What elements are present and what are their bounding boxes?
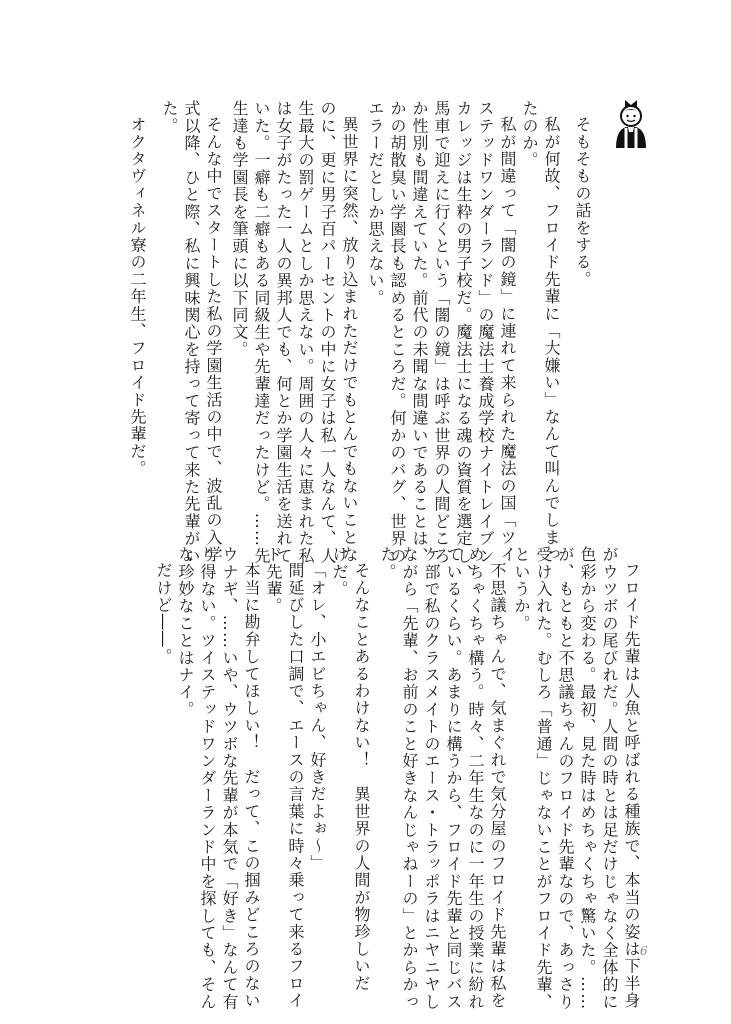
- text-line: 式以降、ひと際、私に興味関心を持って寄って来た先輩がい: [182, 100, 201, 565]
- text-line: そんな中でスタートした私の学園生活の中で、波乱の入学: [204, 116, 223, 564]
- text-line: めちゃくちゃ構う。時々、二年生なのに一年生の授業に紛れ: [466, 546, 485, 1011]
- text-line: だけど――。: [154, 562, 173, 666]
- text-line: というか。: [512, 546, 531, 632]
- text-line: 受け入れた。むしろ「普通」じゃないことがフロイド先輩、: [534, 546, 553, 1011]
- text-line: フロイド先輩は人魚と呼ばれる種族で、本当の姿は下半身: [622, 562, 641, 1010]
- text-line: エラーだとしか思えない。: [366, 100, 385, 307]
- text-line: り得ない。ツイステッドワンダーランド中を探しても、そん: [198, 546, 217, 1011]
- text-line: 生達も学園長を筆頭に以下同文。: [230, 100, 249, 358]
- text-line: かの胡散臭い学園長も認めるところだ。何かのバグ、世界の: [388, 100, 407, 565]
- text-line: たのか。: [520, 100, 539, 169]
- text-line: ウナギ、……いや、ウツボな先輩が本気で「好き」なんて有: [220, 546, 239, 1011]
- girl-character-icon: [608, 96, 654, 150]
- text-line: 間延びした口調で、エースの言葉に時々乗って来るフロイ: [286, 562, 305, 1010]
- text-line: 私が間違って「闇の鏡」に連れて来られた魔法の国「ツイ: [498, 116, 517, 564]
- text-line: いた。一癖も二癖もある同級生や先輩達だったけど。……先: [252, 100, 271, 565]
- text-line: ているくらい。あまりに構うから、フロイド先輩と同じバス: [444, 546, 463, 1011]
- text-line: 色彩から変わる。最初、見た時はめちゃくちゃ驚いた。……: [578, 546, 597, 1011]
- text-line: そんなことあるわけない！ 異世界の人間が物珍しいだ: [352, 562, 371, 992]
- text-line: がウツボの尾びれだ。人間の時とは足だけじゃなく全体的に: [600, 546, 619, 1011]
- text-line: 不思議ちゃんで、気まぐれで気分屋のフロイド先輩は私を: [488, 562, 507, 1010]
- text-line: 本当に勘弁してほしい！ だって、この掴みどころのない: [242, 562, 261, 1010]
- text-line: カレッジは生粋の男子校だ。魔法士になる魂の資質を選定し、: [454, 100, 473, 582]
- text-line: そもそもの話をする。: [573, 116, 592, 288]
- text-line: 生最大の罰ゲームとしか思えない。周囲の人々に恵まれた私: [296, 100, 315, 565]
- text-line: か性別も間違えていた。前代の未聞な間違いであることは、: [410, 100, 429, 565]
- text-line: た。: [378, 546, 397, 581]
- page-number: 6: [640, 944, 648, 958]
- text-line: 異世界に突然、放り込まれただけでもとんでもないことな: [340, 116, 359, 564]
- text-line: ステッドワンダーランド」の魔法士養成学校ナイトレイブン: [476, 100, 495, 565]
- text-line: ド先輩。: [264, 546, 283, 615]
- text-line: オクタヴィネル寮の二年生、フロイド先輩だ。: [128, 116, 147, 478]
- text-line: 馬車で迎えに行くという「闇の鏡」は呼ぶ世界の人間どころ: [432, 100, 451, 565]
- text-line: けだ。: [330, 546, 349, 598]
- text-line: ケ部で私のクラスメイトのエース・トラッポラはニヤニヤし: [422, 546, 441, 1011]
- text-line: 「オレ、小エビちゃん、好きだよぉ～」: [308, 562, 327, 872]
- text-line: のに、更に男子百パーセントの中に女子は私一人なんて、人: [318, 100, 337, 565]
- text-line: は女子がたった一人の異邦人でも、何とか学園生活を送れて: [274, 100, 293, 565]
- text-line: な珍妙なことはナイ。: [176, 546, 195, 718]
- text-line: た。: [160, 100, 179, 135]
- text-line: 私が何故、フロイド先輩に「大嫌い」なんて叫んでしまっ: [542, 116, 561, 564]
- text-line: が、もともと不思議ちゃんのフロイド先輩なので、あっさり: [556, 546, 575, 1011]
- text-line: ながら「先輩、お前のこと好きなんじゃねーの」とからかっ: [400, 546, 419, 1011]
